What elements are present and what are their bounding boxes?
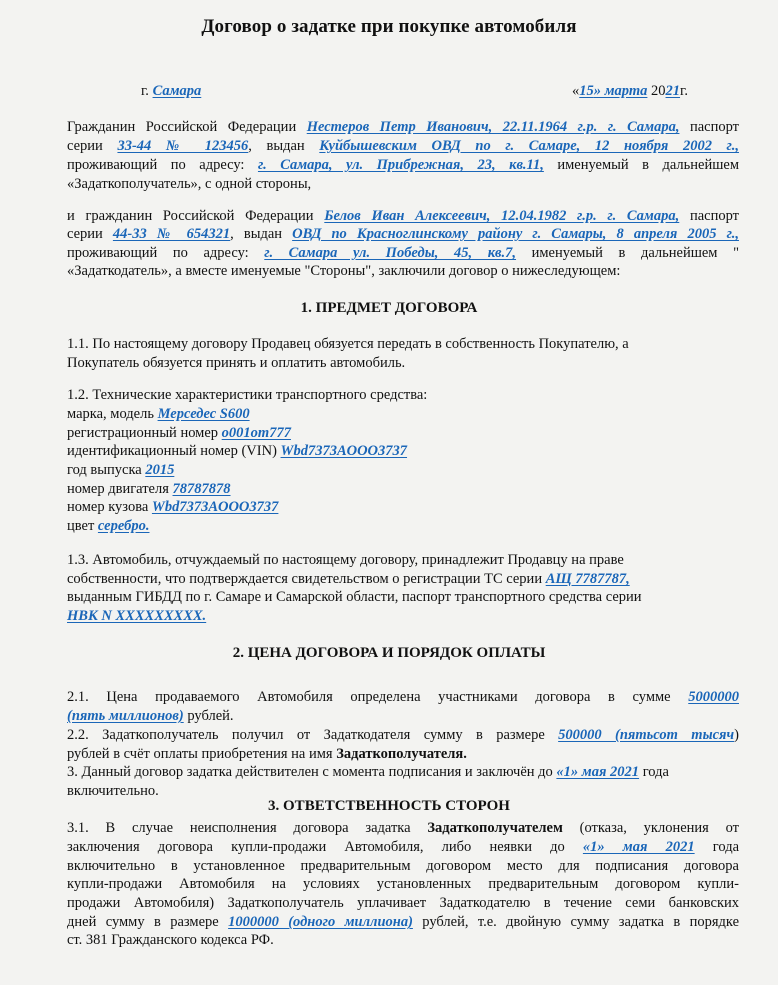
spec-engine-field[interactable]: 78787878 [172,481,231,497]
s1-p3-line1: 1.3. Автомобиль, отчуждаемый по настоящему договору, принадлежит Продавцу на праве [67,552,624,568]
s3-line5: продажи Автомобиля) Задаткополучатель уплачивает Задаткодателю в течение семи банковских [67,895,739,911]
s2-p2-line1: 2.2. Задаткополучатель получил от Задаткодателя сумму в размере 500000 (пятьсот тысяч) [67,727,739,743]
s1-p3-line3: выданным ГИБДД по г. Самаре и Самарской области, паспорт транспортного средства серии [67,589,642,605]
price-words-field[interactable]: (пять миллионов) [67,708,184,724]
party1-passport-field[interactable]: 33-44 № 123456 [117,138,249,154]
party2-issued-field[interactable]: ОВД по Красноглинскому району г. Самары, 8 апреля 2005 г., [292,226,739,242]
s2-p2-line2: рублей в счёт оплаты приобретения на имя Задаткополучателя. [67,746,467,762]
date-day-field[interactable]: 15» марта [579,83,648,99]
s3-line1: 3.1. В случае неисполнения договора задатка Задаткополучателем (отказа, уклонения от [67,820,739,836]
s1-p1-line2: Покупатель обязуется принять и оплатить автомобиль. [67,355,406,371]
spec-row: марка, модель Мерседес S600 [67,406,250,422]
spec-model-field[interactable]: Мерседес S600 [157,406,250,422]
s3-line7: ст. 381 Гражданского кодекса РФ. [67,932,274,948]
s3-line3: включительно в установленное предварительным договором место для подписания договора [67,858,739,874]
party1-line1: Гражданин Российской Федерации Нестеров Петр Иванович, 22.11.1964 г.р. г. Самара, паспорт [67,119,739,135]
valid-until-field[interactable]: «1» мая 2021 [556,764,640,780]
party2-passport-field[interactable]: 44-33 № 654321 [112,226,231,242]
party1-name-field[interactable]: Нестеров Петр Иванович, 22.11.1964 г.р. г. Самара, [306,119,680,135]
party2-line2: серии 44-33 № 654321, выдан ОВД по Красноглинскому району г. Самары, 8 апреля 2005 г., [67,226,739,242]
s3-line6: дней сумму в размере 1000000 (одного миллиона) рублей, т.е. двойную сумму задатка в порядке [67,914,739,930]
party2-line3: проживающий по адресу: г. Самара ул. Победы, 45, кв.7, именуемый в дальнейшем " [67,245,739,261]
spec-row: цвет серебро. [67,518,150,534]
party2-line1: и гражданин Российской Федерации Белов Иван Алексеевич, 12.04.1982 г.р. г. Самара, паспорт [67,208,739,224]
s1-p3-line4 [67,607,206,625]
party1-line2: серии 33-44 № 123456, выдан Куйбышевским ОВД по г. Самаре, 12 ноября 2002 г., [67,138,739,154]
party2-line4: «Задаткодатель», а вместе именуемые "Стороны", заключили договор о нижеследующем: [67,263,621,279]
section3-heading: 3. ОТВЕТСТВЕННОСТЬ СТОРОН [268,798,510,814]
city-field[interactable]: Самара [152,83,202,99]
document-title: Договор о задатке при покупке автомобиля [201,16,577,37]
spec-row: регистрационный номер о001от777 [67,425,291,441]
place-line: г. Самара [141,83,202,99]
deposit-field[interactable]: 500000 (пятьсот тысяч [558,727,735,743]
s1-p3-line2: собственности, что подтверждается свидетельством о регистрации ТС серии АЩ 7787787, [67,571,630,587]
reg-cert-field[interactable]: АЩ 7787787, [545,571,630,587]
spec-vin-field[interactable]: Wbd7373AOOO3737 [280,443,408,459]
party1-line3: проживающий по адресу: г. Самара, ул. Прибрежная, 23, кв.11, именуемый в дальнейшем [67,157,740,173]
s2-p1-line2: (пять миллионов) рублей. [67,708,234,724]
s1-p1-line1: 1.1. По настоящему договору Продавец обязуется передать в собственность Покупателю, а [67,336,629,352]
date-year-field[interactable]: 21 [665,83,681,99]
deadline-field[interactable]: «1» мая 2021 [582,839,695,855]
section1-heading: 1. ПРЕДМЕТ ДОГОВОРА [300,300,478,316]
spec-row: идентификационный номер (VIN) Wbd7373AOOO3737 [67,443,408,459]
s2-p3-line1: 3. Данный договор задатка действителен с момента подписания и заключён до «1» мая 2021 года [67,764,669,780]
pts-series-field[interactable]: НВК N XXXXXXXXX. [67,608,207,624]
spec-row: номер кузова Wbd7373AOOO3737 [67,499,279,515]
spec-color-field[interactable]: серебро. [97,518,150,534]
s2-p3-line2: включительно. [67,783,159,799]
s2-p1-line1: 2.1. Цена продаваемого Автомобиля определена участниками договора в сумме 5000000 [67,689,739,705]
spec-body-field[interactable]: Wbd7373AOOO3737 [151,499,279,515]
s3-line4: купли-продажи Автомобиля на условиях установленных предварительным договором купли- [67,876,739,892]
spec-year-field[interactable]: 2015 [145,462,175,478]
party2-name-field[interactable]: Белов Иван Алексеевич, 12.04.1982 г.р. г. Самара, [324,208,680,224]
date-line: «15» марта 2021г. [572,83,688,99]
party2-address-field[interactable]: г. Самара ул. Победы, 45, кв.7, [264,245,517,261]
section2-heading: 2. ЦЕНА ДОГОВОРА И ПОРЯДОК ОПЛАТЫ [232,645,546,661]
party1-address-field[interactable]: г. Самара, ул. Прибрежная, 23, кв.11, [257,157,544,173]
party1-issued-field[interactable]: Куйбышевским ОВД по г. Самаре, 12 ноября 2002 г., [319,138,739,154]
party1-line4: «Задаткополучатель», с одной стороны, [67,176,312,192]
spec-reg-number-field[interactable]: о001от777 [221,425,291,441]
spec-row: год выпуска 2015 [67,462,175,478]
price-field[interactable]: 5000000 [688,689,739,705]
s3-line2: заключения договора купли-продажи Автомобиля, либо неявки до «1» мая 2021 года [67,839,740,855]
s1-p2-intro: 1.2. Технические характеристики транспортного средства: [67,387,428,403]
spec-row: номер двигателя 78787878 [67,481,231,497]
penalty-field[interactable]: 1000000 (одного миллиона) [228,914,413,930]
